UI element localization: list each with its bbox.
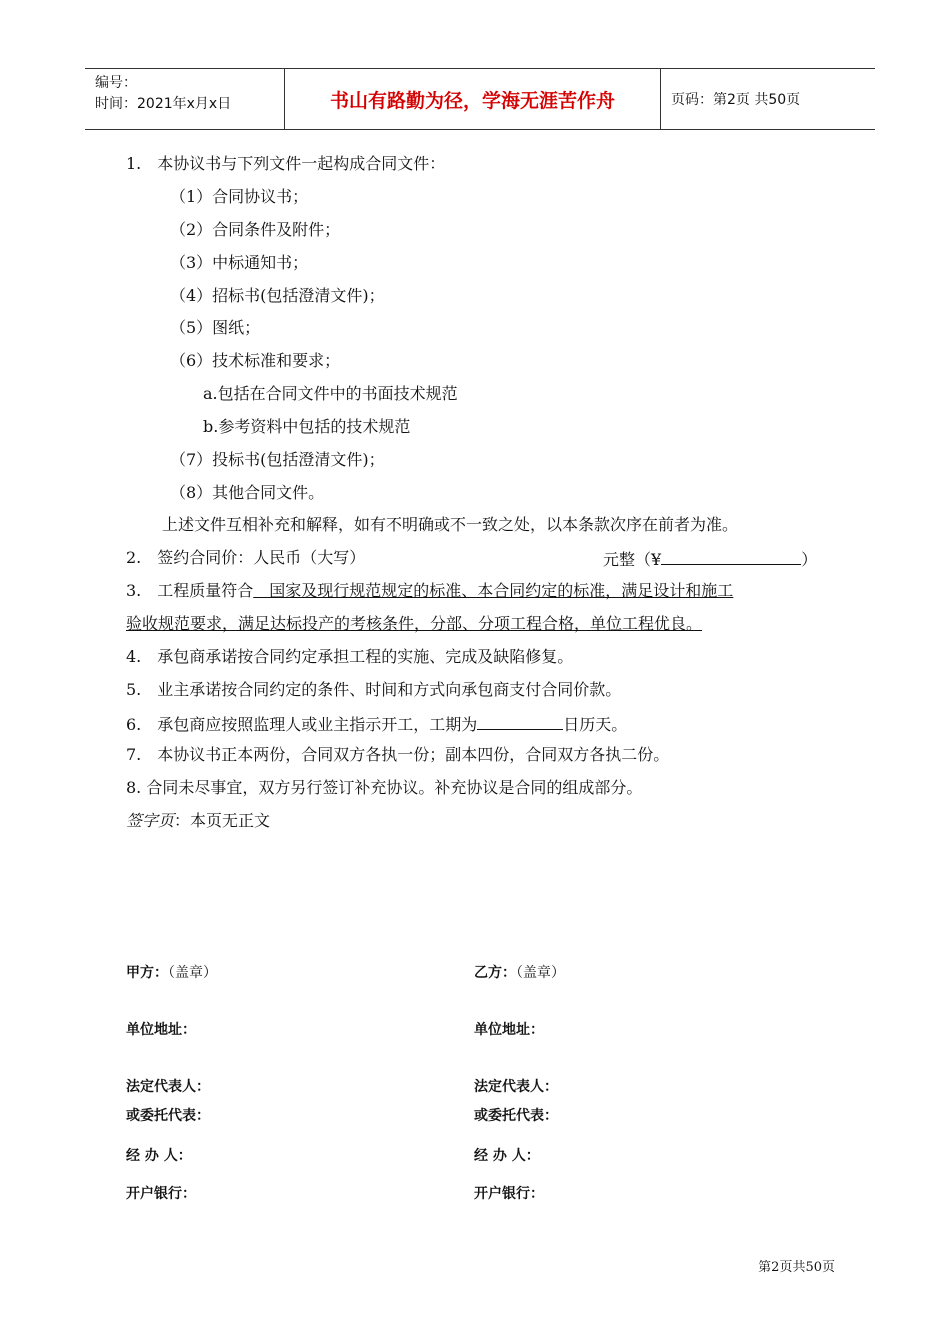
- party-a-label: 甲方：: [126, 965, 168, 981]
- item-7: 7. 本协议书正本两份，合同双方各执一份；副本四份，合同双方各执二份。: [126, 745, 670, 764]
- sign-page-text: ：本页无正文: [174, 811, 271, 830]
- item-3-prefix: 3. 工程质量符合: [126, 581, 254, 600]
- sign-page-label: 签字页: [126, 811, 175, 830]
- header-motto: 书山有路勤为径，学海无涯苦作舟: [285, 69, 661, 129]
- party-b: [474, 962, 565, 982]
- amount-blank[interactable]: [661, 547, 801, 565]
- item-2-mid: 元整（¥: [603, 550, 662, 569]
- header-time: 时间：2021年x月x日: [95, 96, 232, 112]
- party-b-address: 单位地址：: [474, 1022, 544, 1038]
- party-a-bank: 开户银行：: [126, 1186, 196, 1202]
- sub-item-4: （4）招标书(包括澄清文件)；: [170, 286, 385, 305]
- page-footer: 第2页共50页: [758, 1260, 835, 1275]
- sign-page-note: [126, 810, 270, 832]
- item-5: 5. 业主承诺按合同约定的条件、时间和方式向承包商支付合同价款。: [126, 680, 622, 699]
- header-number: 编号：: [95, 75, 137, 91]
- item-2-suffix: ）: [801, 550, 818, 569]
- sub-item-5: （5）图纸；: [170, 318, 261, 337]
- party-a-address: 单位地址：: [126, 1022, 196, 1038]
- party-b-seal: （盖章）: [516, 965, 565, 981]
- party-a-handler: 经 办 人：: [126, 1148, 192, 1164]
- item-2-amount: [603, 547, 817, 571]
- sub-item-3: （3）中标通知书；: [170, 253, 309, 272]
- party-b-label: 乙方：: [474, 965, 516, 981]
- sub-item-6a: a.包括在合同文件中的书面技术规范: [203, 384, 458, 403]
- item-3-underlined-1: 国家及现行规范规定的标准、本合同约定的标准，满足设计和施工: [253, 581, 734, 600]
- party-b-bank: 开户银行：: [474, 1186, 544, 1202]
- header-page: 页码：第2页 共50页: [671, 92, 801, 108]
- item-6-prefix: 6. 承包商应按照监理人或业主指示开工，工期为: [126, 715, 478, 734]
- duration-blank[interactable]: [477, 712, 563, 730]
- item-6-suffix: 日历天。: [563, 715, 628, 734]
- item-1: 1. 本协议书与下列文件一起构成合同文件：: [126, 154, 446, 173]
- sub-item-8: （8）其他合同文件。: [170, 483, 325, 502]
- sub-item-2: （2）合同条件及附件；: [170, 220, 341, 239]
- party-a-legal-rep: 法定代表人：: [126, 1079, 210, 1095]
- precedence-note: 上述文件互相补充和解释，如有不明确或不一致之处，以本条款次序在前者为准。: [162, 515, 739, 534]
- item-3-underlined-2: 验收规范要求，满足达标投产的考核条件，分部、分项工程合格，单位工程优良。: [126, 614, 703, 633]
- item-3-line1: [126, 580, 733, 602]
- sub-item-6b: b.参考资料中包括的技术规范: [203, 417, 411, 436]
- sub-item-6: （6）技术标准和要求；: [170, 351, 341, 370]
- sub-item-1: （1）合同协议书；: [170, 187, 309, 206]
- party-b-legal-rep: 法定代表人：: [474, 1079, 558, 1095]
- party-a: [126, 962, 217, 982]
- item-2-prefix: 2. 签约合同价：人民币（大写）: [126, 548, 366, 567]
- item-8: 8. 合同未尽事宜，双方另行签订补充协议。补充协议是合同的组成部分。: [126, 778, 643, 797]
- party-b-agent: 或委托代表：: [474, 1108, 558, 1124]
- header-meta: [85, 69, 285, 129]
- party-a-agent: 或委托代表：: [126, 1108, 210, 1124]
- item-4: 4. 承包商承诺按合同约定承担工程的实施、完成及缺陷修复。: [126, 647, 574, 666]
- item-6: [126, 712, 627, 736]
- sub-item-7: （7）投标书(包括澄清文件)；: [170, 450, 385, 469]
- page-header: [85, 68, 875, 130]
- party-b-handler: 经 办 人：: [474, 1148, 540, 1164]
- party-a-seal: （盖章）: [168, 965, 217, 981]
